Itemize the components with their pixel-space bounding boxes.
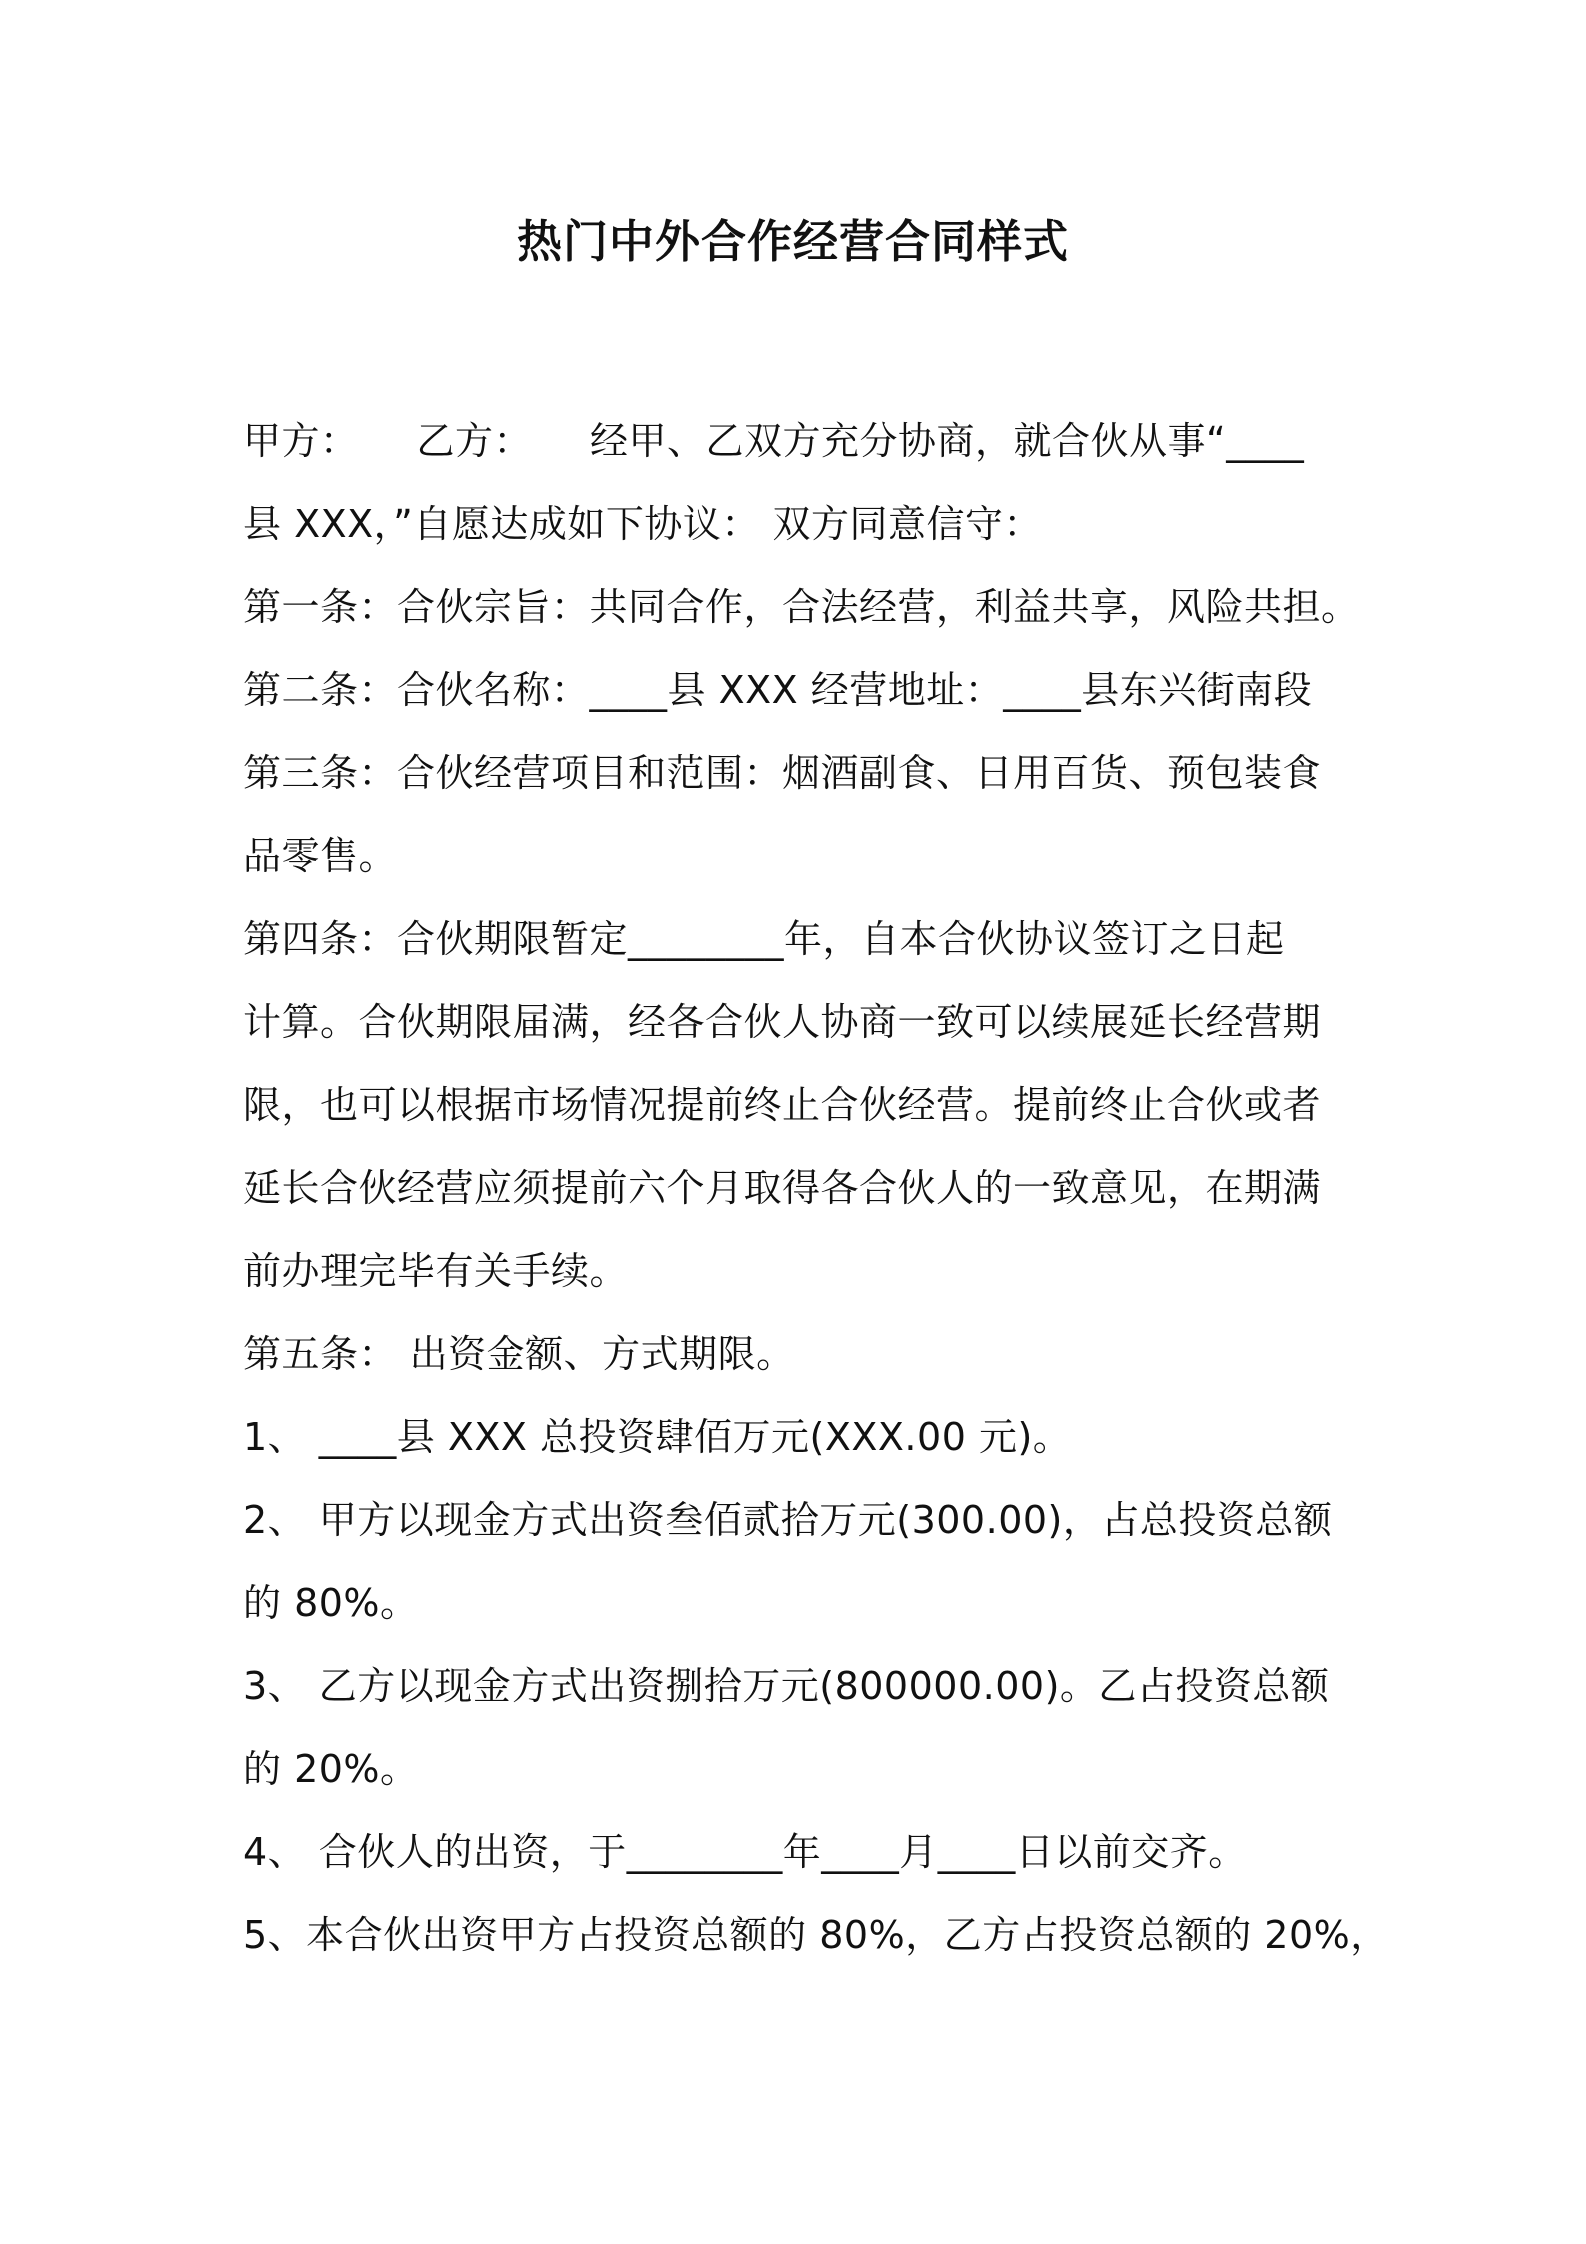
text-line: 2、 甲方以现金方式出资叁佰贰拾万元(300.00)，占总投资总额 xyxy=(243,1498,1333,1542)
text-line: 第三条：合伙经营项目和范围：烟酒副食、日用百货、预包装食 xyxy=(243,751,1322,795)
text-line: 前办理完毕有关手续。 xyxy=(243,1249,629,1293)
text-line: 限，也可以根据市场情况提前终止合伙经营。提前终止合伙或者 xyxy=(243,1083,1322,1127)
text-line: 3、 乙方以现金方式出资捌拾万元(800000.00)。乙占投资总额 xyxy=(243,1664,1330,1708)
text-line: 的 20%。 xyxy=(243,1747,419,1791)
text-line: 品零售。 xyxy=(243,834,398,878)
document-title: 热门中外合作经营合同样式 xyxy=(516,215,1069,268)
text-line: 5、本合伙出资甲方占投资总额的 80%，乙方占投资总额的 20%， xyxy=(243,1913,1389,1957)
text-line: 计算。合伙期限届满，经各合伙人协商一致可以续展延长经营期 xyxy=(243,1000,1322,1044)
text-line: 甲方： 乙方： 经甲、乙双方充分协商，就合伙从事“____ xyxy=(243,419,1305,463)
text-line: 4、 合伙人的出资，于________年____月____日以前交齐。 xyxy=(243,1830,1247,1874)
document-body xyxy=(243,400,1389,1977)
text-line: 的 80%。 xyxy=(243,1581,419,1625)
text-line: 第二条：合伙名称：____县 XXX 经营地址：____县东兴街南段 xyxy=(243,668,1313,712)
text-line: 第一条：合伙宗旨：共同合作，合法经营，利益共享，风险共担。 xyxy=(243,585,1360,629)
text-line: 第四条：合伙期限暂定________年，自本合伙协议签订之日起 xyxy=(243,917,1285,961)
text-line: 延长合伙经营应须提前六个月取得各合伙人的一致意见，在期满 xyxy=(243,1166,1322,1210)
text-line: 1、 ____县 XXX 总投资肆佰万元(XXX.00 元)。 xyxy=(243,1415,1072,1459)
text-line: 县 XXX，”自愿达成如下协议： 双方同意信守： xyxy=(243,502,1042,546)
text-line: 第五条： 出资金额、方式期限。 xyxy=(243,1332,795,1376)
